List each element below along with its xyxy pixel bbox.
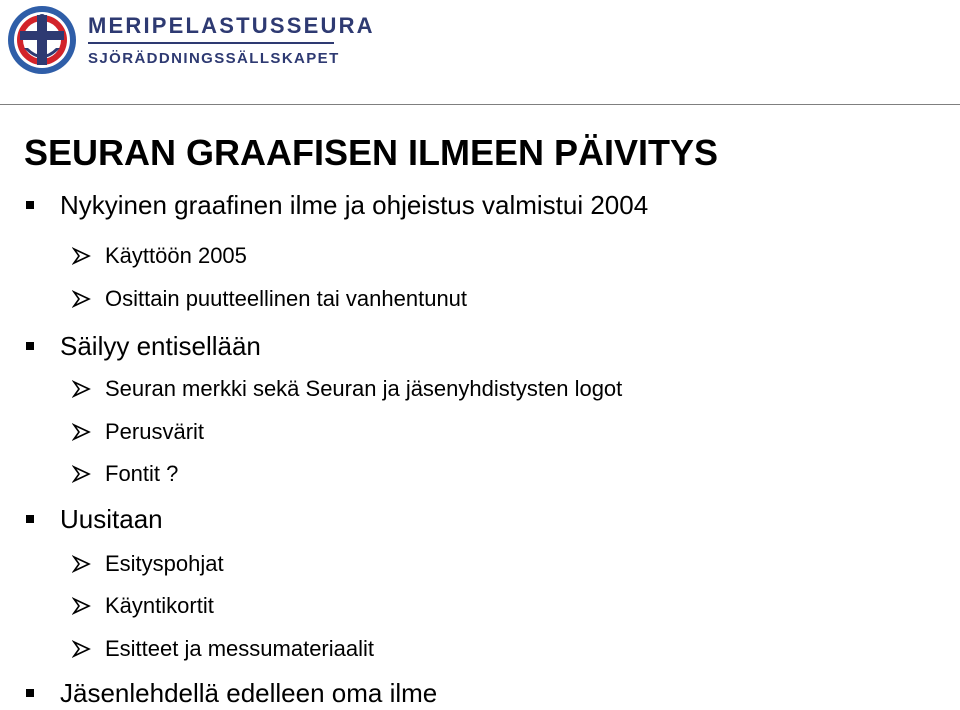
sub-bullet-text: Esityspohjat [105,551,224,576]
arrowhead-bullet-icon [72,640,92,658]
sub-bullet-item [72,459,178,489]
sub-bullet-item [72,549,224,579]
sub-bullet-item [72,241,247,271]
sub-bullet-text: Esitteet ja messumateriaalit [105,636,374,661]
sub-bullet-text: Osittain puutteellinen tai vanhentunut [105,286,468,311]
sub-bullet-text: Fontit ? [105,461,179,486]
bullet-text: Nykyinen graafinen ilme ja ohjeistus valmistui 2004 [60,189,649,220]
sub-bullet-text: Perusvärit [105,419,205,444]
bullet-item [22,329,261,363]
arrowhead-bullet-icon [72,465,92,483]
sub-bullet-item [72,374,622,404]
square-bullet-icon [26,201,34,209]
arrowhead-bullet-icon [72,247,92,265]
arrowhead-bullet-icon [72,290,92,308]
org-name: MERIPELASTUSSEURA [88,13,375,38]
square-bullet-icon [26,689,34,697]
arrowhead-bullet-icon [72,555,92,573]
bullet-text: Jäsenlehdellä edelleen oma ilme [60,677,438,708]
bullet-text: Säilyy entisellään [60,330,261,361]
sub-bullet-item [72,634,374,664]
sub-bullet-item [72,417,204,447]
bullet-item [22,502,163,536]
sub-bullet-item [72,284,467,314]
square-bullet-icon [26,342,34,350]
arrowhead-bullet-icon [72,380,92,398]
bullet-item [22,676,437,710]
sub-bullet-item [72,591,214,621]
arrowhead-bullet-icon [72,423,92,441]
arrowhead-bullet-icon [72,597,92,615]
slide-title: SEURAN GRAAFISEN ILMEEN PÄIVITYS [24,132,719,173]
square-bullet-icon [26,515,34,523]
sub-bullet-text: Seuran merkki sekä Seuran ja jäsenyhdistysten logot [105,376,623,401]
bullet-text: Uusitaan [60,503,163,534]
org-subname: SJÖRÄDDNINGSSÄLLSKAPET [88,50,340,67]
sub-bullet-text: Käyttöön 2005 [105,243,247,268]
bullet-item [22,188,648,222]
sub-bullet-text: Käyntikortit [105,593,214,618]
